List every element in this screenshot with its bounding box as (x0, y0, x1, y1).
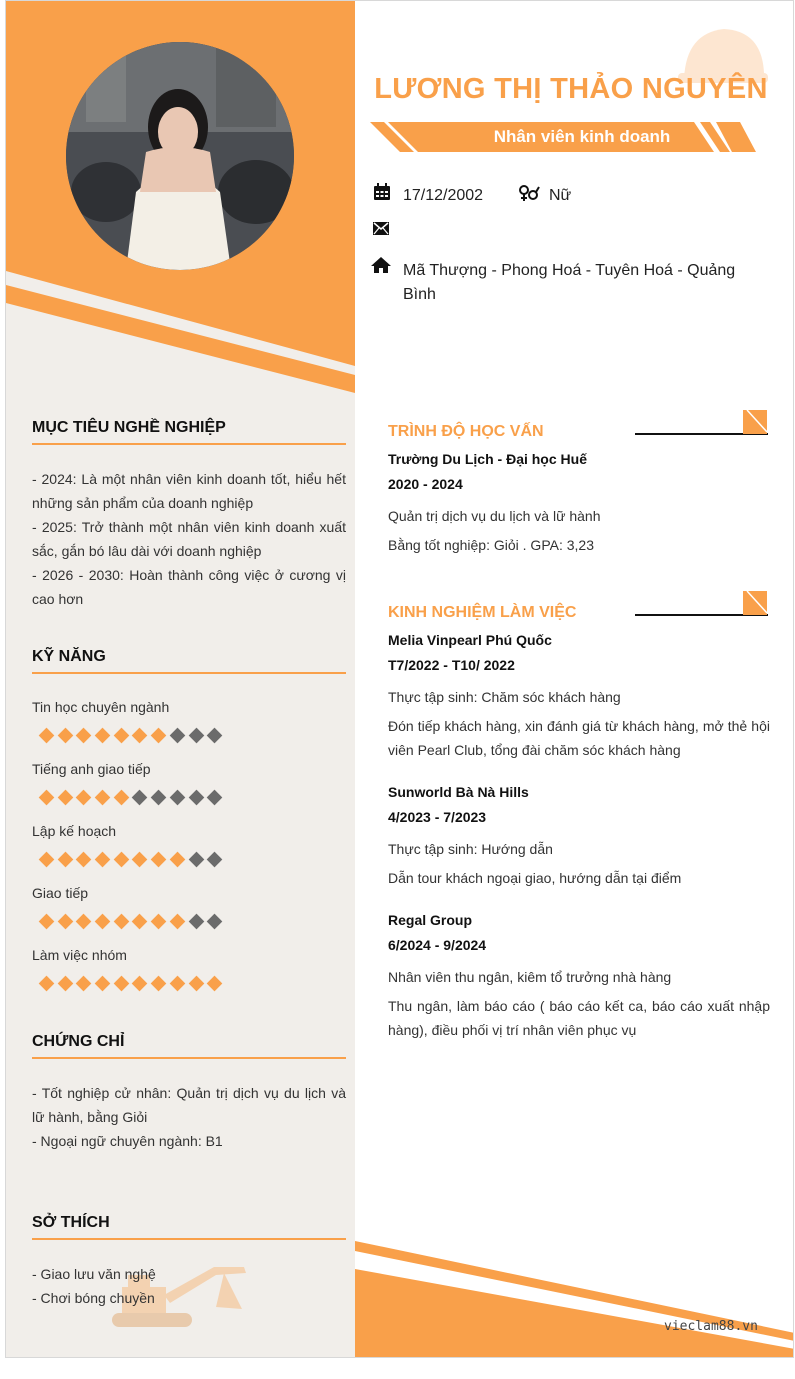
skill-rating (40, 791, 227, 811)
skill-rating (40, 729, 227, 749)
certificates-text (32, 1081, 346, 1153)
certificates-title: CHỨNG CHỈ (32, 1033, 346, 1059)
skill-dot (113, 728, 129, 744)
skill-dot (57, 728, 73, 744)
skill-dot (151, 852, 167, 868)
job-period: T7/2022 - T10/ 2022 (388, 657, 515, 673)
job-period: 6/2024 - 9/2024 (388, 937, 487, 953)
skill-dot (132, 852, 148, 868)
skill-dot (76, 728, 92, 744)
skill-dot (95, 914, 111, 930)
skill-rating (40, 977, 227, 997)
skill-dot (132, 790, 148, 806)
cv-page (5, 0, 794, 1358)
skill-dot (39, 852, 55, 868)
skill-dot (76, 790, 92, 806)
section-marker (743, 410, 767, 434)
skill-dot (113, 976, 129, 992)
skill-dot (132, 728, 148, 744)
email-icon (373, 222, 389, 235)
skill-name: Tiếng anh giao tiếp (32, 761, 151, 777)
education-school: Trường Du Lịch - Đại học Huế (388, 451, 587, 467)
skill-dot (188, 852, 204, 868)
skill-dot (39, 728, 55, 744)
skill-name: Lập kế hoạch (32, 823, 117, 839)
skill-rating (40, 915, 227, 935)
watermark: vieclam88.vn (664, 1319, 758, 1334)
objective-line: - 2026 - 2030: Hoàn thành công việc ở cương vị cao hơn (32, 567, 346, 607)
job-company: Sunworld Bà Nà Hills (388, 784, 529, 800)
candidate-name: LƯƠNG THỊ THẢO NGUYÊN (374, 73, 768, 105)
gender: Nữ (549, 187, 572, 204)
skill-dot (113, 790, 129, 806)
gender-icon (518, 184, 540, 202)
skill-dot (207, 852, 223, 868)
skill-dot (76, 976, 92, 992)
home-icon (371, 256, 391, 274)
skill-dot (169, 728, 185, 744)
skill-dot (57, 790, 73, 806)
skill-dot (188, 790, 204, 806)
hobbies-text (32, 1262, 346, 1310)
skill-dot (57, 914, 73, 930)
skill-dot (169, 852, 185, 868)
address (403, 259, 735, 307)
objective-line: - 2024: Là một nhân viên kinh doanh tốt, hiểu hết những sản phẩm của doanh nghiệp (32, 471, 346, 511)
skill-rating (40, 853, 227, 873)
skill-dot (151, 728, 167, 744)
skill-dot (113, 914, 129, 930)
job-description: Đón tiếp khách hàng, xin đánh giá từ khách hàng, mở thẻ hội viên Pearl Club, tổng đài chăm sóc khách hàng (388, 718, 770, 758)
job-description: Dẫn tour khách ngoại giao, hướng dẫn tại điểm (388, 870, 682, 886)
job-role: Thực tập sinh: Hướng dẫn (388, 841, 553, 857)
skill-dot (151, 914, 167, 930)
skill-dot (151, 790, 167, 806)
skill-dot (207, 976, 223, 992)
certificate-line: - Tốt nghiệp cử nhân: Quản trị dịch vụ du lịch và lữ hành, bằng Giỏi (32, 1085, 346, 1125)
education-period: 2020 - 2024 (388, 476, 463, 492)
skill-dot (207, 914, 223, 930)
address-line: Mã Thượng - Phong Hoá - Tuyên Hoá - Quảng (403, 262, 736, 279)
job-period: 4/2023 - 7/2023 (388, 809, 487, 825)
skill-dot (132, 976, 148, 992)
skill-name: Giao tiếp (32, 885, 89, 901)
job-company: Regal Group (388, 912, 473, 928)
skill-dot (207, 728, 223, 744)
skill-dot (151, 976, 167, 992)
skill-dot (169, 976, 185, 992)
hobbies-title: SỞ THÍCH (32, 1214, 346, 1240)
skill-dot (57, 852, 73, 868)
calendar-icon (373, 183, 391, 201)
skill-dot (95, 852, 111, 868)
skill-dot (76, 914, 92, 930)
skill-dot (188, 728, 204, 744)
skill-dot (57, 976, 73, 992)
skill-dot (207, 790, 223, 806)
objective-text (32, 467, 346, 611)
skill-dot (39, 790, 55, 806)
skill-dot (188, 914, 204, 930)
education-title: TRÌNH ĐỘ HỌC VẤN (388, 423, 544, 440)
objective-line: - 2025: Trở thành một nhân viên kinh doanh xuất sắc, gắn bó lâu dài với doanh nghiệp (32, 519, 346, 559)
footer-shape (355, 1241, 794, 1358)
experience-title: KINH NGHIỆM LÀM VIỆC (388, 604, 577, 621)
skill-dot (169, 914, 185, 930)
skill-name: Tin học chuyên ngành (32, 699, 170, 715)
section-marker (743, 591, 767, 615)
job-description: Thu ngân, làm báo cáo ( báo cáo kết ca, báo cáo xuất nhập hàng), điều phối vị trí nhân viên phục vụ (388, 998, 770, 1038)
dob: 17/12/2002 (403, 187, 484, 204)
skill-dot (113, 852, 129, 868)
job-role: Thực tập sinh: Chăm sóc khách hàng (388, 689, 621, 705)
education-major: Quản trị dịch vụ du lịch và lữ hành (388, 508, 601, 524)
skill-dot (95, 728, 111, 744)
skills-title: KỸ NĂNG (32, 648, 346, 674)
avatar (66, 42, 294, 270)
hobby-line: - Chơi bóng chuyền (32, 1290, 155, 1306)
job-role: Nhân viên thu ngân, kiêm tổ trưởng nhà hàng (388, 969, 672, 985)
skill-dot (95, 976, 111, 992)
hobby-line: - Giao lưu văn nghệ (32, 1266, 156, 1282)
skill-dot (169, 790, 185, 806)
skill-dot (76, 852, 92, 868)
sidebar (6, 1, 355, 1358)
skill-dot (39, 914, 55, 930)
skill-name: Làm việc nhóm (32, 947, 127, 963)
objective-title: MỤC TIÊU NGHỀ NGHIỆP (32, 419, 346, 445)
skill-dot (188, 976, 204, 992)
skill-dot (95, 790, 111, 806)
position-title: Nhân viên kinh doanh (493, 127, 671, 146)
certificate-line: - Ngoại ngữ chuyên ngành: B1 (32, 1133, 223, 1149)
skill-dot (39, 976, 55, 992)
skill-dot (132, 914, 148, 930)
job-company: Melia Vinpearl Phú Quốc (388, 632, 552, 648)
education-detail: Bằng tốt nghiệp: Giỏi . GPA: 3,23 (388, 537, 594, 553)
address-line: Bình (403, 286, 436, 303)
